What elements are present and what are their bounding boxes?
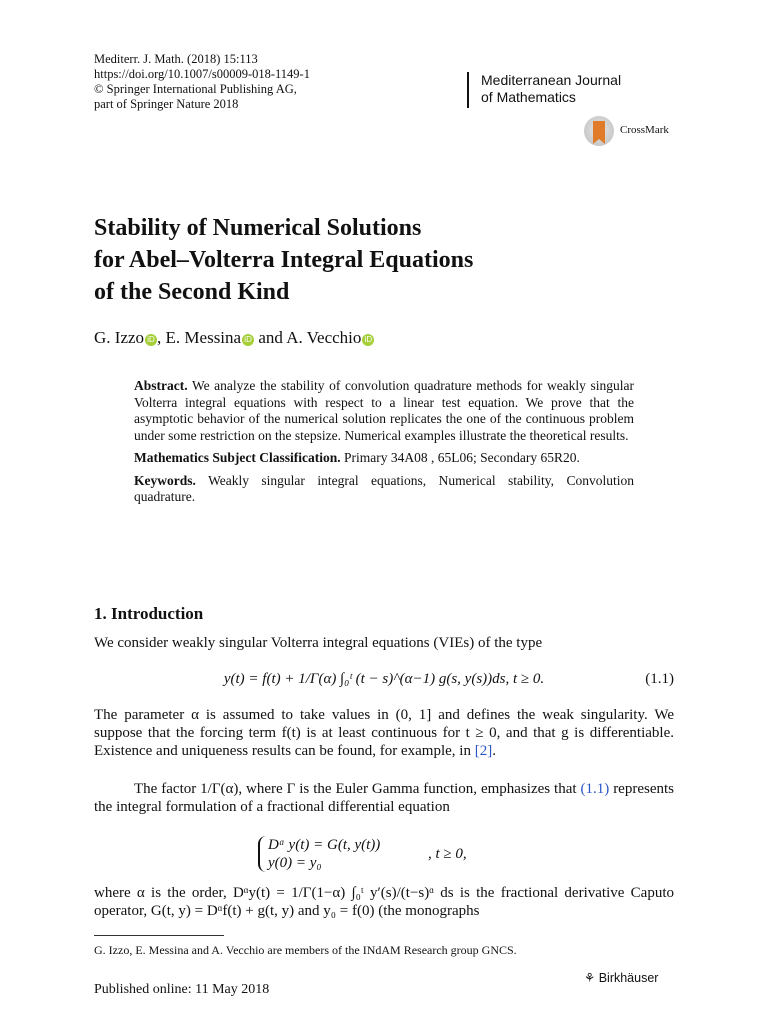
crossmark-label: CrossMark bbox=[620, 124, 669, 136]
citation-line: Mediterr. J. Math. (2018) 15:113 bbox=[94, 52, 258, 66]
intro-paragraph-4: where α is the order, Dᵅy(t) = 1/Γ(1−α) ∫₀ᵗ y′(s)/(t−s)ᵅ ds is the fractional derivative Caputo operator, G(t, y) = Dᵅf(t) + g(t, y) and y₀ = f(0) (the monographs bbox=[94, 885, 674, 919]
msc-label: Mathematics Subject Classification. bbox=[134, 450, 341, 465]
fde-system-condition: , t ≥ 0, bbox=[428, 846, 467, 862]
intro-paragraph-2 bbox=[94, 706, 674, 760]
crossmark-badge[interactable] bbox=[584, 116, 768, 146]
title-line2: for Abel–Volterra Integral Equations bbox=[94, 247, 474, 273]
citation-link[interactable]: [2] bbox=[474, 743, 493, 759]
copyright-line: © Springer International Publishing AG, bbox=[94, 82, 297, 96]
orcid-icon[interactable]: iD bbox=[242, 334, 254, 346]
paper-title bbox=[94, 212, 473, 308]
equation-reference-link[interactable]: (1.1) bbox=[580, 781, 610, 797]
intro-paragraph-1: We consider weakly singular Volterra integral equations (VIEs) of the type bbox=[94, 635, 543, 651]
journal-name-line2: of Mathematics bbox=[481, 89, 576, 105]
section-heading: 1. Introduction bbox=[94, 604, 204, 623]
publisher-name: Birkhäuser bbox=[598, 971, 659, 985]
abstract-label: Abstract. bbox=[134, 378, 188, 393]
crossmark-icon bbox=[584, 116, 614, 146]
keywords-paragraph bbox=[134, 473, 634, 506]
journal-name-line1: Mediterranean Journal bbox=[481, 72, 622, 88]
keywords-label: Keywords. bbox=[134, 472, 196, 488]
footnote-divider bbox=[94, 935, 224, 936]
equation-1-1 bbox=[94, 670, 674, 688]
citation-meta bbox=[94, 52, 310, 112]
title-line3: of the Second Kind bbox=[94, 279, 290, 305]
publisher-logo bbox=[584, 970, 658, 985]
fde-system bbox=[258, 836, 380, 872]
intro-paragraph-2-end: . bbox=[492, 743, 496, 759]
fde-system-line1: Dᵅ y(t) = G(t, y(t)) bbox=[268, 837, 381, 853]
intro-paragraph-2-text: The parameter α is assumed to take values in (0, 1] and defines the weak singularity. We suppose that the forcing term f(t) is at least continuous for t ≥ 0, and that g is differentiable. Existence and uniqueness results can be found, for example, in bbox=[94, 707, 674, 759]
intro-paragraph-3-end: represents the integral formulation of a fractional differential equation bbox=[94, 781, 674, 815]
footnote: G. Izzo, E. Messina and A. Vecchio are members of the INdAM Research group GNCS. bbox=[94, 943, 517, 957]
author-list bbox=[94, 328, 374, 348]
author-separator: , bbox=[157, 328, 166, 347]
doi-link[interactable]: https://doi.org/10.1007/s00009-018-1149-1 bbox=[94, 67, 310, 81]
msc-text: Primary 34A08 , 65L06; Secondary 65R20. bbox=[340, 450, 580, 465]
equation-1-1-text: y(t) = f(t) + 1/Γ(α) ∫₀ᵗ (t − s)^(α−1) g(s, y(s))ds, t ≥ 0. bbox=[223, 671, 545, 687]
abstract-text: We analyze the stability of convolution quadrature methods for weakly singular Volterra integral equations with respect to a linear test equation. We prove that the asymptotic behavior of the numerical solution replicates the one of the continuous problem under some restriction on the stepsize. Numerical examples illustrate the theoretical results. bbox=[134, 378, 634, 443]
fde-system-brace bbox=[258, 836, 380, 872]
journal-name bbox=[467, 72, 621, 108]
abstract-paragraph bbox=[134, 378, 634, 444]
birkhauser-icon: ⚘ bbox=[584, 971, 596, 985]
intro-paragraph-3-text: The factor 1/Γ(α), where Γ is the Euler Gamma function, emphasizes that bbox=[134, 781, 581, 797]
msc-paragraph bbox=[134, 450, 634, 467]
author-name: A. Vecchio bbox=[286, 328, 362, 347]
copyright-line-2: part of Springer Nature 2018 bbox=[94, 97, 239, 111]
published-date: Published online: 11 May 2018 bbox=[94, 982, 270, 997]
equation-number: (1.1) bbox=[645, 671, 674, 687]
orcid-icon[interactable]: iD bbox=[145, 334, 157, 346]
keywords-text: Weakly singular integral equations, Numerical stability, Convolution quadrature. bbox=[134, 472, 634, 504]
orcid-icon[interactable]: iD bbox=[362, 334, 374, 346]
title-line1: Stability of Numerical Solutions bbox=[94, 215, 422, 241]
fde-system-line2: y(0) = y₀ bbox=[268, 855, 322, 871]
author-name: G. Izzo bbox=[94, 328, 145, 347]
author-separator: and bbox=[254, 328, 287, 347]
intro-paragraph-3 bbox=[94, 780, 674, 816]
abstract-block bbox=[134, 378, 634, 512]
author-name: E. Messina bbox=[165, 328, 242, 347]
